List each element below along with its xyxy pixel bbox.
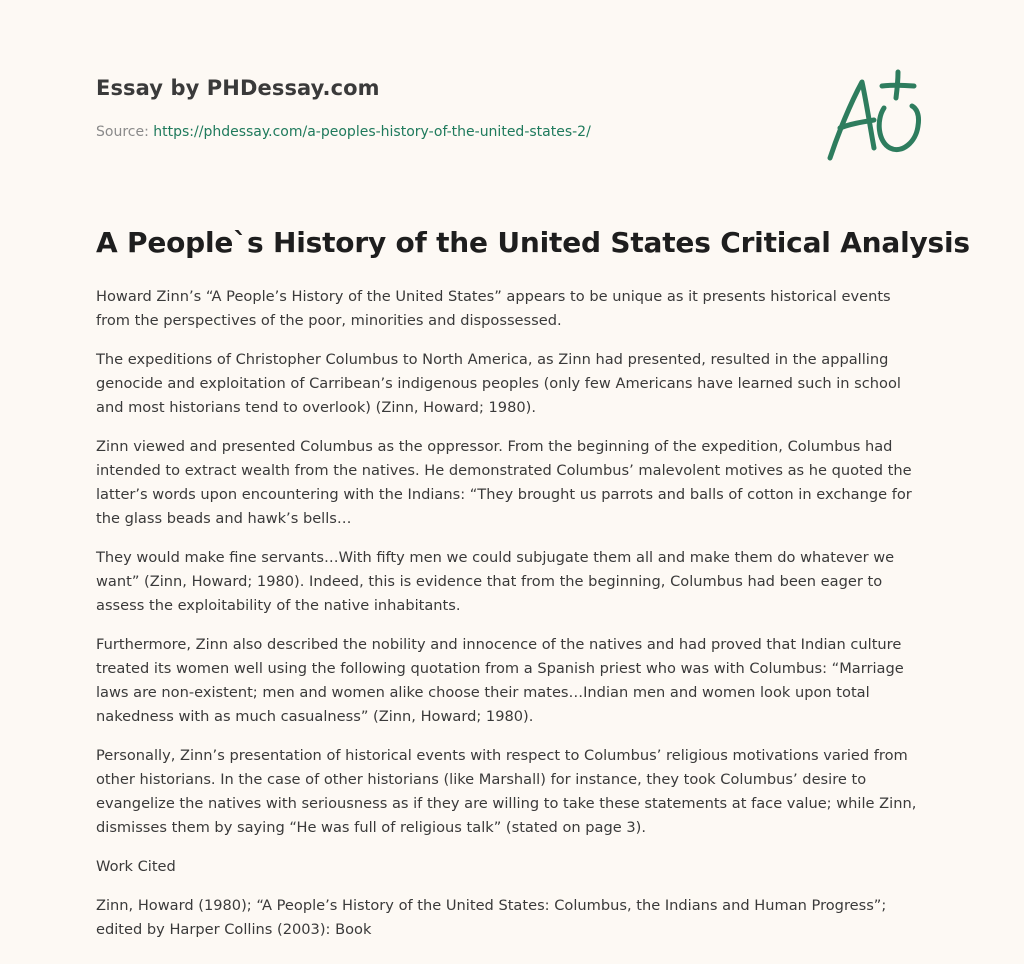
paragraph-intro: Howard Zinn’s “A People’s History of the United States” appears to be unique as it presents historical events from the perspectives of the poor, minorities and dispossessed.: [96, 288, 891, 329]
source-link[interactable]: https://phdessay.com/a-peoples-history-of-the-united-states-2/: [153, 124, 591, 140]
site-brand: Essay by PHDessay.com: [96, 76, 380, 100]
source-line: [96, 124, 591, 140]
works-cited-heading: Work Cited: [96, 858, 176, 875]
paragraph-oppressor: Zinn viewed and presented Columbus as the oppressor. From the beginning of the expedition, Columbus had intended to extract wealth from the natives. He demonstrated Columbus’ malevolent motives as he quoted the latter’s words upon encountering with the Indians: “They brought us parrots and balls of cotton in exchange for the glass beads and hawk’s bells…: [96, 438, 912, 527]
essay-title: A People`s History of the United States Critical Analysis: [96, 226, 970, 259]
essay-body: [96, 285, 926, 957]
paragraph-servants: They would make fine servants…With fifty men we could subjugate them all and make them do whatever we want” (Zinn, Howard; 1980). Indeed, this is evidence that from the beginning, Columbus had been eager to assess the exploitability of the native inhabitants.: [96, 549, 895, 614]
source-label: Source:: [96, 124, 149, 140]
citation: Zinn, Howard (1980); “A People’s History of the United States: Columbus, the Indians and Human Progress”; edited by Harper Collins (2003): Book: [96, 897, 887, 938]
a-plus-grade-icon: [824, 68, 926, 164]
paragraph-natives: Furthermore, Zinn also described the nobility and innocence of the natives and had proved that Indian culture treated its women well using the following quotation from a Spanish priest who was with Columbus: “Marriage laws are non-existent; men and women alike choose their mates…Indian men and women look upon total nakedness with as much casualness” (Zinn, Howard; 1980).: [96, 636, 904, 725]
paragraph-religion: Personally, Zinn’s presentation of historical events with respect to Columbus’ religious motivations varied from other historians. In the case of other historians (like Marshall) for instance, they took Columbus’ desire to evangelize the natives with seriousness as if they are willing to take these statements at face value; while Zinn, dismisses them by saying “He was full of religious talk” (stated on page 3).: [96, 747, 917, 836]
paragraph-expeditions: The expeditions of Christopher Columbus to North America, as Zinn had presented, resulted in the appalling genocide and exploitation of Carribean’s indigenous peoples (only few Americans have learned such in school and most historians tend to overlook) (Zinn, Howard; 1980).: [96, 351, 901, 416]
